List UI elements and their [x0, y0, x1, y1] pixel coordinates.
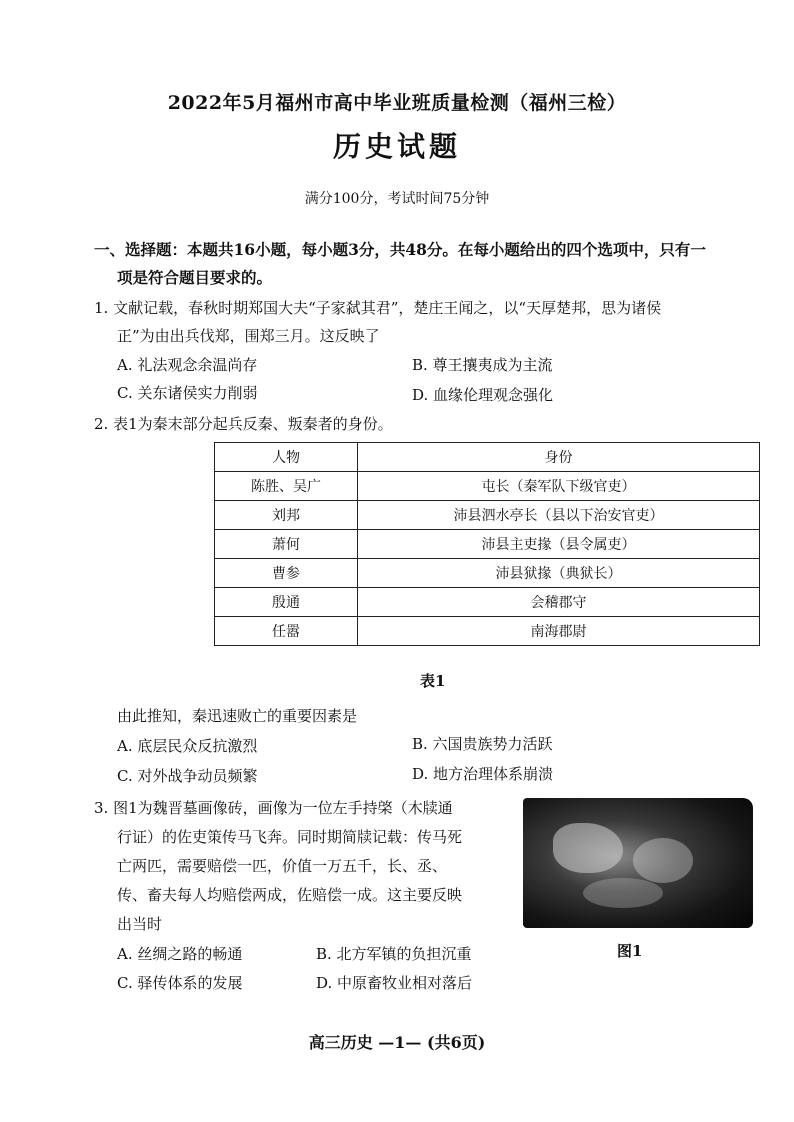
q1-option-c[interactable]: C. 关东诸侯实力削弱: [117, 384, 258, 402]
table-cell-identity: 会稽郡守: [358, 588, 760, 617]
q1-option-a[interactable]: A. 礼法观念余温尚存: [117, 356, 258, 374]
page-footer: 高三历史 —1— (共6页): [308, 1033, 486, 1052]
table-cell-identity: 南海郡尉: [358, 617, 760, 646]
q3-option-a[interactable]: A. 丝绸之路的畅通: [117, 945, 243, 963]
table-cell-person: 刘邦: [215, 501, 358, 530]
q3-option-c[interactable]: C. 驿传体系的发展: [117, 974, 243, 992]
q3-stem-line5: 出当时: [117, 915, 163, 933]
q2-option-c[interactable]: C. 对外战争动员频繁: [117, 767, 258, 785]
q2-stem: 2. 表1为秦末部分起兵反秦、叛秦者的身份。: [94, 415, 393, 433]
section-instruction-line1: 一、选择题：本题共16小题，每小题3分，共48分。在每小题给出的四个选项中，只有一: [94, 240, 706, 259]
table-caption: 表1: [420, 672, 446, 690]
table-row: [215, 559, 760, 588]
section-instruction-line2: 项是符合题目要求的。: [117, 268, 273, 287]
q1-stem-line1: 1. 文献记载，春秋时期郑国大夫“子家弑其君”，楚庄王闻之，以“天厚楚邦，思为诸侯: [94, 299, 662, 317]
q3-stem-line2: 行证）的佐吏策传马飞奔。同时期简牍记载：传马死: [117, 828, 463, 846]
table-row: [215, 530, 760, 559]
image-texture: [553, 823, 623, 873]
q1-stem-line2: 正”为由出兵伐郑，围郑三月。这反映了: [117, 327, 380, 345]
table-cell-person: 曹参: [215, 559, 358, 588]
q2-option-b[interactable]: B. 六国贵族势力活跃: [412, 735, 553, 753]
q1-option-d[interactable]: D. 血缘伦理观念强化: [412, 386, 554, 404]
q3-stem-line1: 3. 图1为魏晋墓画像砖，画像为一位左手持棨（木牍通: [94, 799, 453, 817]
q2-option-d[interactable]: D. 地方治理体系崩溃: [412, 765, 554, 783]
identity-table: [214, 442, 760, 646]
q3-stem-line3: 亡两匹，需要赔偿一匹，价值一万五千，长、丞、: [117, 857, 448, 875]
exam-meta: 满分100分，考试时间75分钟: [304, 191, 490, 207]
table-cell-person: 陈胜、吴广: [215, 472, 358, 501]
table-row: [215, 617, 760, 646]
table-cell-identity: 沛县狱掾（典狱长）: [358, 559, 760, 588]
tomb-brick-image: [523, 798, 753, 928]
table-row: [215, 501, 760, 530]
q2-question: 由此推知，秦迅速败亡的重要因素是: [117, 707, 358, 725]
q2-option-a[interactable]: A. 底层民众反抗激烈: [117, 737, 258, 755]
image-texture: [633, 838, 693, 883]
q3-option-b[interactable]: B. 北方军镇的负担沉重: [316, 945, 472, 963]
table-header-row: [215, 443, 760, 472]
q3-option-d[interactable]: D. 中原畜牧业相对落后: [316, 974, 473, 992]
table-cell-person: 任嚣: [215, 617, 358, 646]
table-row: [215, 472, 760, 501]
q3-stem-line4: 传、畜夫每人均赔偿两成，佐赔偿一成。这主要反映: [117, 886, 463, 904]
exam-title: 2022年5月福州市高中毕业班质量检测（福州三检）: [167, 92, 627, 114]
table-cell-identity: 沛县泗水亭长（县以下治安官吏）: [358, 501, 760, 530]
table-cell-person: 殷通: [215, 588, 358, 617]
q1-option-b[interactable]: B. 尊王攘夷成为主流: [412, 356, 553, 374]
table-cell-person: 萧何: [215, 530, 358, 559]
table-cell-identity: 沛县主吏掾（县令属吏）: [358, 530, 760, 559]
table-cell-identity: 屯长（秦军队下级官吏）: [358, 472, 760, 501]
image-texture: [583, 878, 663, 908]
table-header-identity: 身份: [358, 443, 760, 472]
table-header-person: 人物: [215, 443, 358, 472]
subject-title: 历史试题: [332, 130, 461, 163]
table-row: [215, 588, 760, 617]
figure-caption: 图1: [617, 942, 643, 960]
